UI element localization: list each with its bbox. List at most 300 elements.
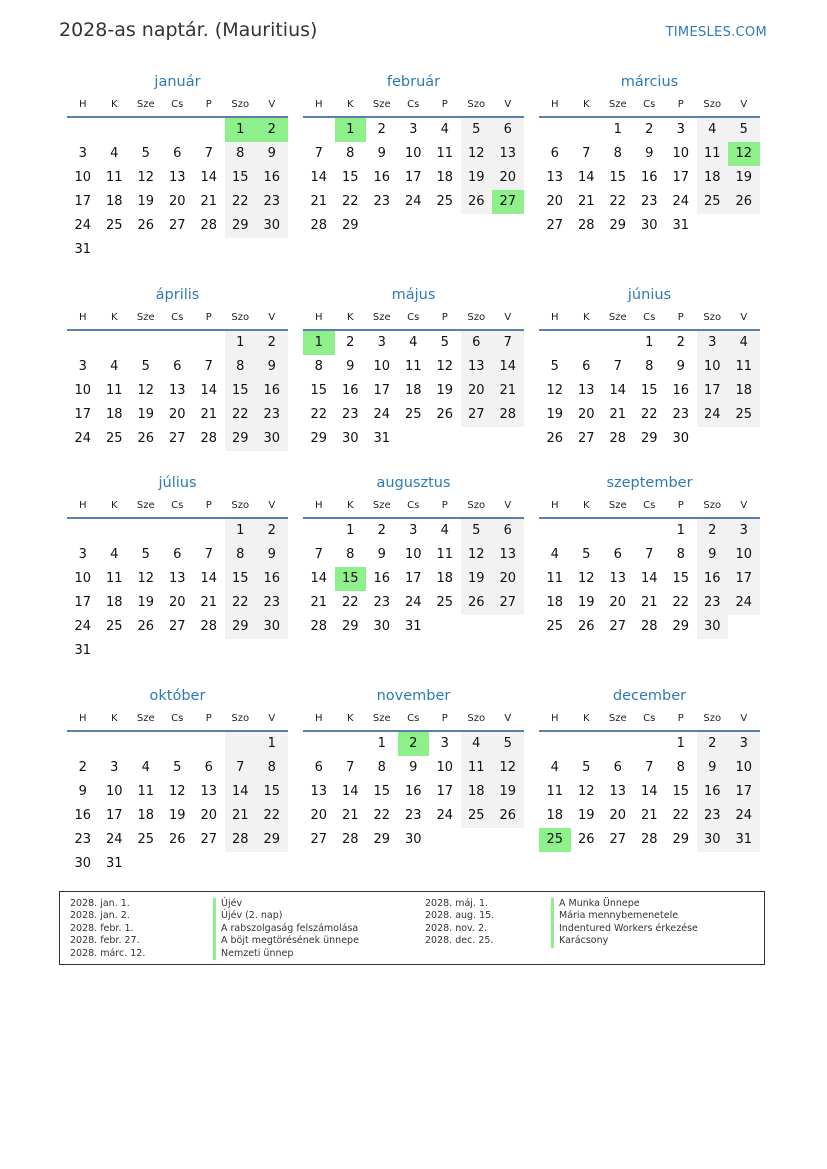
day[interactable]: 25 bbox=[105, 218, 123, 233]
day[interactable]: 9 bbox=[377, 146, 386, 161]
weekend-day[interactable]: 8 bbox=[225, 142, 257, 166]
day[interactable]: 20 bbox=[168, 407, 186, 422]
weekend-day[interactable]: 5 bbox=[492, 732, 524, 756]
weekend-day[interactable]: 25 bbox=[728, 403, 760, 427]
weekend-day[interactable]: 19 bbox=[461, 567, 493, 591]
weekend-day[interactable]: 2 bbox=[256, 519, 288, 543]
day[interactable]: 5 bbox=[582, 547, 591, 562]
day[interactable]: 4 bbox=[110, 146, 119, 161]
day[interactable]: 13 bbox=[168, 383, 186, 398]
day[interactable]: 17 bbox=[436, 784, 454, 799]
day[interactable]: 8 bbox=[676, 760, 685, 775]
weekend-day[interactable]: 1 bbox=[225, 519, 257, 543]
day[interactable]: 27 bbox=[577, 431, 595, 446]
weekend-day[interactable]: 4 bbox=[728, 331, 760, 355]
day[interactable]: 20 bbox=[200, 808, 218, 823]
weekend-day[interactable]: 30 bbox=[697, 828, 729, 852]
weekend-day[interactable]: 29 bbox=[225, 427, 257, 451]
weekend-day[interactable]: 29 bbox=[225, 214, 257, 238]
day[interactable]: 26 bbox=[137, 619, 155, 634]
day[interactable]: 17 bbox=[672, 170, 690, 185]
day[interactable]: 22 bbox=[609, 194, 627, 209]
weekend-day[interactable]: 9 bbox=[256, 543, 288, 567]
day[interactable]: 12 bbox=[546, 383, 564, 398]
day[interactable]: 22 bbox=[672, 595, 690, 610]
day[interactable]: 3 bbox=[409, 523, 418, 538]
weekend-day[interactable]: 17 bbox=[697, 379, 729, 403]
weekend-day[interactable]: 4 bbox=[461, 732, 493, 756]
day[interactable]: 31 bbox=[74, 643, 92, 658]
day[interactable]: 31 bbox=[74, 242, 92, 257]
weekend-day[interactable]: 3 bbox=[728, 732, 760, 756]
weekend-day[interactable]: 10 bbox=[728, 543, 760, 567]
weekend-day[interactable]: 3 bbox=[728, 519, 760, 543]
weekend-day[interactable]: 22 bbox=[256, 804, 288, 828]
day[interactable]: 1 bbox=[645, 335, 654, 350]
day[interactable]: 21 bbox=[310, 194, 328, 209]
weekend-day[interactable]: 16 bbox=[256, 379, 288, 403]
day[interactable]: 10 bbox=[404, 547, 422, 562]
day[interactable]: 2 bbox=[676, 335, 685, 350]
weekend-day[interactable]: 12 bbox=[461, 142, 493, 166]
day[interactable]: 20 bbox=[609, 595, 627, 610]
day[interactable]: 25 bbox=[404, 407, 422, 422]
day[interactable]: 25 bbox=[436, 595, 454, 610]
day[interactable]: 8 bbox=[314, 359, 323, 374]
day[interactable]: 9 bbox=[78, 784, 87, 799]
month-name[interactable]: augusztus bbox=[376, 475, 451, 491]
weekend-day[interactable]: 27 bbox=[492, 591, 524, 615]
day[interactable]: 26 bbox=[577, 619, 595, 634]
weekend-day[interactable]: 29 bbox=[225, 615, 257, 639]
day[interactable]: 22 bbox=[341, 194, 359, 209]
day[interactable]: 18 bbox=[137, 808, 155, 823]
day[interactable]: 5 bbox=[173, 760, 182, 775]
day[interactable]: 8 bbox=[346, 547, 355, 562]
day[interactable]: 21 bbox=[640, 808, 658, 823]
day[interactable]: 5 bbox=[550, 359, 559, 374]
day[interactable]: 9 bbox=[346, 359, 355, 374]
day[interactable]: 9 bbox=[377, 547, 386, 562]
day[interactable]: 18 bbox=[105, 407, 123, 422]
day[interactable]: 19 bbox=[436, 383, 454, 398]
day[interactable]: 30 bbox=[640, 218, 658, 233]
weekend-day[interactable]: 7 bbox=[492, 331, 524, 355]
day[interactable]: 11 bbox=[105, 571, 123, 586]
day[interactable]: 22 bbox=[310, 407, 328, 422]
day[interactable]: 11 bbox=[546, 571, 564, 586]
weekend-day[interactable]: 16 bbox=[697, 567, 729, 591]
day[interactable]: 24 bbox=[74, 619, 92, 634]
day[interactable]: 17 bbox=[404, 571, 422, 586]
day[interactable]: 17 bbox=[105, 808, 123, 823]
day[interactable]: 5 bbox=[440, 335, 449, 350]
day[interactable]: 29 bbox=[341, 619, 359, 634]
weekend-day[interactable]: 11 bbox=[461, 756, 493, 780]
weekend-day[interactable]: 14 bbox=[492, 355, 524, 379]
weekend-day[interactable]: 6 bbox=[492, 118, 524, 142]
month-name[interactable]: március bbox=[620, 74, 679, 90]
day[interactable]: 8 bbox=[645, 359, 654, 374]
day[interactable]: 6 bbox=[173, 547, 182, 562]
day[interactable]: 18 bbox=[105, 194, 123, 209]
day[interactable]: 20 bbox=[577, 407, 595, 422]
day[interactable]: 19 bbox=[577, 595, 595, 610]
day[interactable]: 12 bbox=[577, 784, 595, 799]
day[interactable]: 30 bbox=[672, 431, 690, 446]
day[interactable]: 23 bbox=[640, 194, 658, 209]
day[interactable]: 11 bbox=[404, 359, 422, 374]
day[interactable]: 23 bbox=[373, 595, 391, 610]
day[interactable]: 12 bbox=[137, 383, 155, 398]
day[interactable]: 16 bbox=[672, 383, 690, 398]
day[interactable]: 4 bbox=[440, 523, 449, 538]
weekend-day[interactable]: 9 bbox=[256, 355, 288, 379]
day[interactable]: 26 bbox=[436, 407, 454, 422]
weekend-day[interactable]: 22 bbox=[225, 190, 257, 214]
holiday-day[interactable]: 1 bbox=[335, 118, 367, 142]
day[interactable]: 4 bbox=[141, 760, 150, 775]
weekend-day[interactable]: 4 bbox=[697, 118, 729, 142]
day[interactable]: 3 bbox=[78, 359, 87, 374]
month-name[interactable]: szeptember bbox=[606, 475, 693, 491]
day[interactable]: 15 bbox=[609, 170, 627, 185]
day[interactable]: 11 bbox=[436, 146, 454, 161]
day[interactable]: 2 bbox=[377, 122, 386, 137]
day[interactable]: 18 bbox=[436, 571, 454, 586]
weekend-day[interactable]: 9 bbox=[256, 142, 288, 166]
weekend-day[interactable]: 23 bbox=[697, 804, 729, 828]
day[interactable]: 9 bbox=[645, 146, 654, 161]
day[interactable]: 14 bbox=[200, 571, 218, 586]
weekend-day[interactable]: 31 bbox=[728, 828, 760, 852]
day[interactable]: 15 bbox=[373, 784, 391, 799]
weekend-day[interactable]: 17 bbox=[728, 567, 760, 591]
weekend-day[interactable]: 25 bbox=[461, 804, 493, 828]
weekend-day[interactable]: 5 bbox=[461, 118, 493, 142]
day[interactable]: 16 bbox=[640, 170, 658, 185]
day[interactable]: 15 bbox=[640, 383, 658, 398]
weekend-day[interactable]: 24 bbox=[697, 403, 729, 427]
day[interactable]: 10 bbox=[404, 146, 422, 161]
day[interactable]: 31 bbox=[672, 218, 690, 233]
day[interactable]: 2 bbox=[78, 760, 87, 775]
day[interactable]: 6 bbox=[613, 760, 622, 775]
day[interactable]: 21 bbox=[341, 808, 359, 823]
day[interactable]: 25 bbox=[546, 619, 564, 634]
day[interactable]: 11 bbox=[105, 170, 123, 185]
holiday-day[interactable]: 2 bbox=[256, 118, 288, 142]
day[interactable]: 23 bbox=[672, 407, 690, 422]
day[interactable]: 14 bbox=[200, 383, 218, 398]
day[interactable]: 1 bbox=[613, 122, 622, 137]
day[interactable]: 15 bbox=[672, 571, 690, 586]
day[interactable]: 3 bbox=[440, 736, 449, 751]
weekend-day[interactable]: 18 bbox=[728, 379, 760, 403]
weekend-day[interactable]: 8 bbox=[225, 355, 257, 379]
day[interactable]: 29 bbox=[373, 832, 391, 847]
weekend-day[interactable]: 11 bbox=[728, 355, 760, 379]
day[interactable]: 3 bbox=[377, 335, 386, 350]
day[interactable]: 12 bbox=[168, 784, 186, 799]
weekend-day[interactable]: 27 bbox=[461, 403, 493, 427]
day[interactable]: 29 bbox=[640, 431, 658, 446]
day[interactable]: 13 bbox=[168, 170, 186, 185]
day[interactable]: 3 bbox=[409, 122, 418, 137]
day[interactable]: 7 bbox=[346, 760, 355, 775]
day[interactable]: 13 bbox=[168, 571, 186, 586]
day[interactable]: 17 bbox=[404, 170, 422, 185]
day[interactable]: 18 bbox=[436, 170, 454, 185]
day[interactable]: 11 bbox=[105, 383, 123, 398]
day[interactable]: 5 bbox=[582, 760, 591, 775]
day[interactable]: 23 bbox=[404, 808, 422, 823]
weekend-day[interactable]: 5 bbox=[461, 519, 493, 543]
day[interactable]: 21 bbox=[310, 595, 328, 610]
day[interactable]: 19 bbox=[137, 194, 155, 209]
day[interactable]: 3 bbox=[78, 547, 87, 562]
day[interactable]: 6 bbox=[582, 359, 591, 374]
day[interactable]: 22 bbox=[640, 407, 658, 422]
weekend-day[interactable]: 2 bbox=[697, 732, 729, 756]
weekend-day[interactable]: 26 bbox=[728, 190, 760, 214]
weekend-day[interactable]: 30 bbox=[697, 615, 729, 639]
day[interactable]: 4 bbox=[550, 760, 559, 775]
month-name[interactable]: november bbox=[376, 688, 451, 704]
weekend-day[interactable]: 1 bbox=[256, 732, 288, 756]
weekend-day[interactable]: 11 bbox=[697, 142, 729, 166]
weekend-day[interactable]: 20 bbox=[492, 567, 524, 591]
day[interactable]: 28 bbox=[577, 218, 595, 233]
weekend-day[interactable]: 6 bbox=[492, 519, 524, 543]
day[interactable]: 28 bbox=[310, 619, 328, 634]
day[interactable]: 5 bbox=[141, 146, 150, 161]
day[interactable]: 3 bbox=[676, 122, 685, 137]
day[interactable]: 4 bbox=[110, 359, 119, 374]
weekend-day[interactable]: 5 bbox=[728, 118, 760, 142]
day[interactable]: 30 bbox=[341, 431, 359, 446]
day[interactable]: 15 bbox=[310, 383, 328, 398]
day[interactable]: 13 bbox=[609, 571, 627, 586]
day[interactable]: 24 bbox=[404, 194, 422, 209]
day[interactable]: 14 bbox=[341, 784, 359, 799]
day[interactable]: 12 bbox=[577, 571, 595, 586]
day[interactable]: 22 bbox=[373, 808, 391, 823]
day[interactable]: 18 bbox=[404, 383, 422, 398]
weekend-day[interactable]: 21 bbox=[492, 379, 524, 403]
weekend-day[interactable]: 23 bbox=[256, 190, 288, 214]
day[interactable]: 14 bbox=[609, 383, 627, 398]
holiday-day[interactable]: 1 bbox=[303, 331, 335, 355]
day[interactable]: 16 bbox=[373, 170, 391, 185]
weekend-day[interactable]: 22 bbox=[225, 403, 257, 427]
weekend-day[interactable]: 13 bbox=[492, 142, 524, 166]
day[interactable]: 27 bbox=[168, 619, 186, 634]
day[interactable]: 17 bbox=[74, 194, 92, 209]
day[interactable]: 29 bbox=[609, 218, 627, 233]
day[interactable]: 29 bbox=[310, 431, 328, 446]
weekend-day[interactable]: 28 bbox=[492, 403, 524, 427]
day[interactable]: 23 bbox=[373, 194, 391, 209]
day[interactable]: 3 bbox=[78, 146, 87, 161]
weekend-day[interactable]: 26 bbox=[492, 804, 524, 828]
weekend-day[interactable]: 18 bbox=[697, 166, 729, 190]
day[interactable]: 30 bbox=[373, 619, 391, 634]
day[interactable]: 18 bbox=[105, 595, 123, 610]
day[interactable]: 19 bbox=[577, 808, 595, 823]
day[interactable]: 6 bbox=[314, 760, 323, 775]
holiday-day[interactable]: 15 bbox=[335, 567, 367, 591]
day[interactable]: 27 bbox=[546, 218, 564, 233]
day[interactable]: 26 bbox=[168, 832, 186, 847]
day[interactable]: 28 bbox=[341, 832, 359, 847]
holiday-day[interactable]: 27 bbox=[492, 190, 524, 214]
weekend-day[interactable]: 20 bbox=[461, 379, 493, 403]
day[interactable]: 30 bbox=[404, 832, 422, 847]
day[interactable]: 31 bbox=[373, 431, 391, 446]
day[interactable]: 23 bbox=[74, 832, 92, 847]
day[interactable]: 7 bbox=[204, 547, 213, 562]
holiday-day[interactable]: 2 bbox=[398, 732, 430, 756]
day[interactable]: 27 bbox=[310, 832, 328, 847]
day[interactable]: 4 bbox=[110, 547, 119, 562]
month-name[interactable]: július bbox=[158, 475, 197, 491]
day[interactable]: 7 bbox=[204, 359, 213, 374]
day[interactable]: 25 bbox=[436, 194, 454, 209]
weekend-day[interactable]: 13 bbox=[461, 355, 493, 379]
weekend-day[interactable]: 8 bbox=[225, 543, 257, 567]
weekend-day[interactable]: 7 bbox=[225, 756, 257, 780]
day[interactable]: 14 bbox=[640, 784, 658, 799]
weekend-day[interactable]: 23 bbox=[697, 591, 729, 615]
day[interactable]: 8 bbox=[613, 146, 622, 161]
day[interactable]: 10 bbox=[105, 784, 123, 799]
day[interactable]: 22 bbox=[341, 595, 359, 610]
month-name[interactable]: május bbox=[391, 287, 436, 303]
day[interactable]: 12 bbox=[137, 571, 155, 586]
day[interactable]: 29 bbox=[672, 619, 690, 634]
day[interactable]: 13 bbox=[577, 383, 595, 398]
day[interactable]: 7 bbox=[582, 146, 591, 161]
weekend-day[interactable]: 2 bbox=[256, 331, 288, 355]
weekend-day[interactable]: 21 bbox=[225, 804, 257, 828]
day[interactable]: 17 bbox=[74, 407, 92, 422]
day[interactable]: 11 bbox=[137, 784, 155, 799]
weekend-day[interactable]: 19 bbox=[728, 166, 760, 190]
day[interactable]: 16 bbox=[74, 808, 92, 823]
weekend-day[interactable]: 10 bbox=[697, 355, 729, 379]
day[interactable]: 6 bbox=[173, 146, 182, 161]
day[interactable]: 6 bbox=[613, 547, 622, 562]
day[interactable]: 7 bbox=[204, 146, 213, 161]
day[interactable]: 27 bbox=[168, 218, 186, 233]
weekend-day[interactable]: 19 bbox=[461, 166, 493, 190]
day[interactable]: 26 bbox=[546, 431, 564, 446]
weekend-day[interactable]: 9 bbox=[697, 543, 729, 567]
day[interactable]: 7 bbox=[645, 760, 654, 775]
weekend-day[interactable]: 19 bbox=[492, 780, 524, 804]
day[interactable]: 6 bbox=[173, 359, 182, 374]
day[interactable]: 29 bbox=[341, 218, 359, 233]
day[interactable]: 4 bbox=[440, 122, 449, 137]
day[interactable]: 14 bbox=[640, 571, 658, 586]
day[interactable]: 7 bbox=[645, 547, 654, 562]
day[interactable]: 27 bbox=[609, 619, 627, 634]
day[interactable]: 18 bbox=[546, 808, 564, 823]
day[interactable]: 4 bbox=[550, 547, 559, 562]
day[interactable]: 22 bbox=[672, 808, 690, 823]
day[interactable]: 1 bbox=[676, 523, 685, 538]
day[interactable]: 31 bbox=[105, 856, 123, 871]
day[interactable]: 20 bbox=[310, 808, 328, 823]
day[interactable]: 9 bbox=[676, 359, 685, 374]
weekend-day[interactable]: 24 bbox=[728, 804, 760, 828]
weekend-day[interactable]: 20 bbox=[492, 166, 524, 190]
day[interactable]: 8 bbox=[676, 547, 685, 562]
day[interactable]: 16 bbox=[404, 784, 422, 799]
weekend-day[interactable]: 12 bbox=[461, 543, 493, 567]
day[interactable]: 21 bbox=[609, 407, 627, 422]
weekend-day[interactable]: 16 bbox=[256, 567, 288, 591]
brand-link[interactable]: TIMESLES.COM bbox=[665, 25, 767, 40]
day[interactable]: 28 bbox=[200, 218, 218, 233]
day[interactable]: 24 bbox=[74, 218, 92, 233]
weekend-day[interactable]: 16 bbox=[256, 166, 288, 190]
day[interactable]: 6 bbox=[204, 760, 213, 775]
day[interactable]: 7 bbox=[314, 146, 323, 161]
weekend-day[interactable]: 10 bbox=[728, 756, 760, 780]
day[interactable]: 2 bbox=[346, 335, 355, 350]
weekend-day[interactable]: 25 bbox=[697, 190, 729, 214]
weekend-day[interactable]: 8 bbox=[256, 756, 288, 780]
weekend-day[interactable]: 26 bbox=[461, 190, 493, 214]
day[interactable]: 15 bbox=[341, 170, 359, 185]
weekend-day[interactable]: 15 bbox=[256, 780, 288, 804]
day[interactable]: 13 bbox=[546, 170, 564, 185]
day[interactable]: 11 bbox=[436, 547, 454, 562]
day[interactable]: 24 bbox=[373, 407, 391, 422]
day[interactable]: 25 bbox=[137, 832, 155, 847]
day[interactable]: 21 bbox=[200, 194, 218, 209]
day[interactable]: 10 bbox=[74, 383, 92, 398]
weekend-day[interactable]: 26 bbox=[461, 591, 493, 615]
weekend-day[interactable]: 14 bbox=[225, 780, 257, 804]
day[interactable]: 10 bbox=[74, 571, 92, 586]
day[interactable]: 10 bbox=[373, 359, 391, 374]
day[interactable]: 30 bbox=[74, 856, 92, 871]
day[interactable]: 19 bbox=[137, 407, 155, 422]
day[interactable]: 21 bbox=[200, 407, 218, 422]
day[interactable]: 10 bbox=[74, 170, 92, 185]
day[interactable]: 25 bbox=[105, 431, 123, 446]
day[interactable]: 23 bbox=[341, 407, 359, 422]
day[interactable]: 31 bbox=[404, 619, 422, 634]
month-name[interactable]: június bbox=[627, 287, 672, 303]
holiday-day[interactable]: 12 bbox=[728, 142, 760, 166]
weekend-day[interactable]: 30 bbox=[256, 214, 288, 238]
weekend-day[interactable]: 23 bbox=[256, 403, 288, 427]
day[interactable]: 12 bbox=[137, 170, 155, 185]
day[interactable]: 18 bbox=[546, 595, 564, 610]
day[interactable]: 13 bbox=[200, 784, 218, 799]
day[interactable]: 14 bbox=[310, 571, 328, 586]
weekend-day[interactable]: 9 bbox=[697, 756, 729, 780]
day[interactable]: 8 bbox=[377, 760, 386, 775]
day[interactable]: 19 bbox=[137, 595, 155, 610]
day[interactable]: 11 bbox=[546, 784, 564, 799]
holiday-day[interactable]: 1 bbox=[225, 118, 257, 142]
day[interactable]: 19 bbox=[168, 808, 186, 823]
